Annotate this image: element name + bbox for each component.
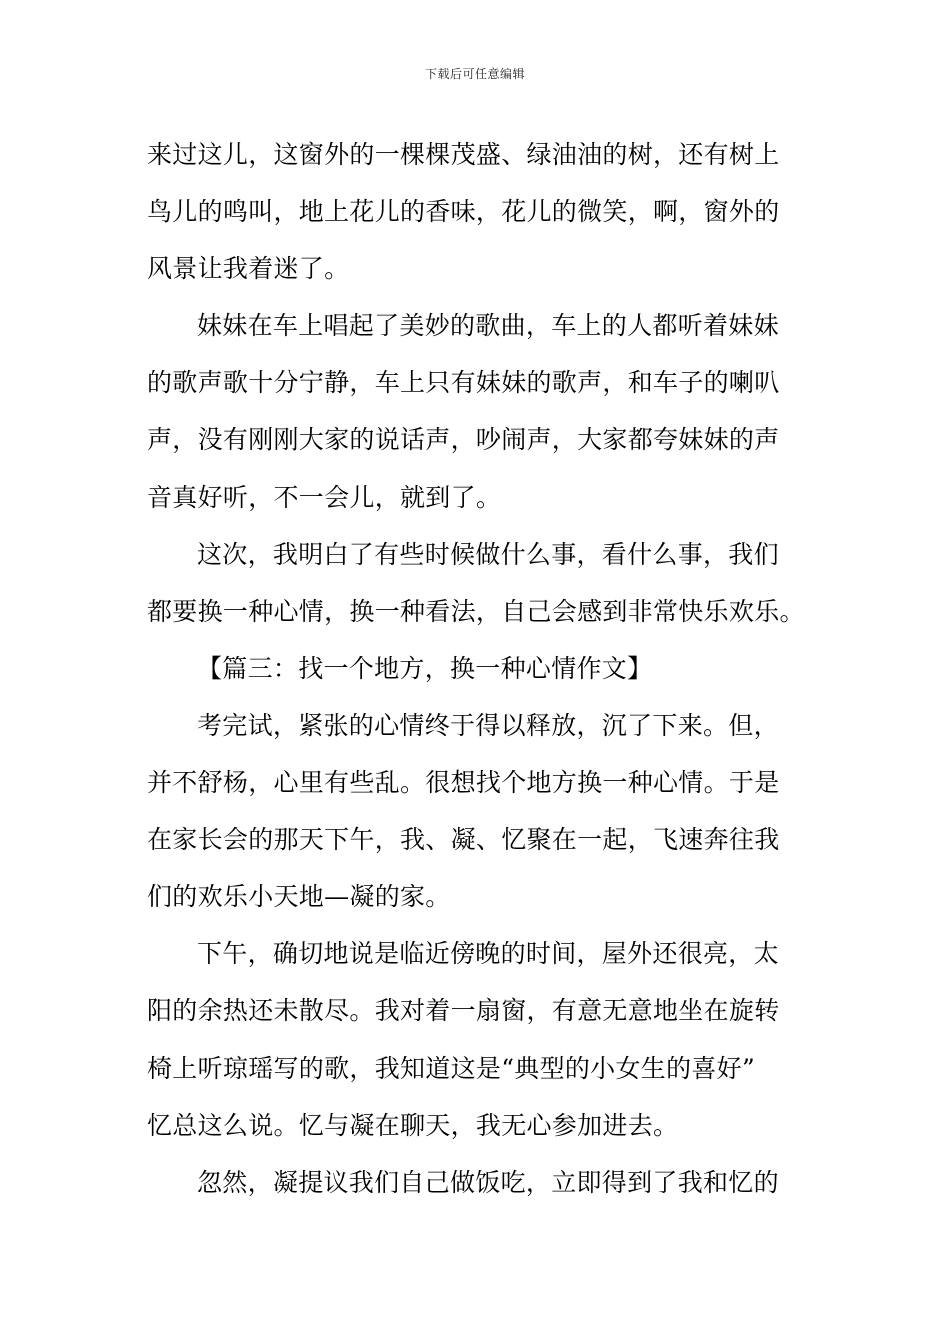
text-line: 这次，我明白了有些时候做什么事，看什么事，我们: [197, 539, 779, 569]
text-line: 阳的余热还未散尽。我对着一扇窗，有意无意地坐在旋转: [147, 996, 780, 1026]
text-line: 来过这儿，这窗外的一棵棵茂盛、绿油油的树，还有树上: [147, 140, 780, 169]
section-heading: 【篇三：找一个地方，换一种心情作文】: [197, 653, 653, 683]
document-body: [147, 126, 809, 1211]
text-line: 音真好听，不一会儿，就到了。: [147, 482, 502, 512]
text-line: 考完试，紧张的心情终于得以释放，沉了下来。但，: [197, 710, 779, 740]
text-line: 的歌声歌十分宁静，车上只有妹妹的歌声，和车子的喇叭: [147, 368, 780, 398]
text-line: 都要换一种心情，换一种看法，自己会感到非常快乐欢乐。: [147, 596, 805, 626]
text-line: 们的欢乐小天地—凝的家。: [147, 882, 451, 912]
page-header: 下载后可任意编辑: [424, 67, 525, 81]
text-line: 忽然，凝提议我们自己做饭吃，立即得到了我和忆的: [197, 1167, 779, 1197]
text-line: 声，没有刚刚大家的说话声，吵闹声，大家都夸妹妹的声: [147, 425, 780, 455]
text-line: 下午，确切地说是临近傍晚的时间，屋外还很亮，太: [197, 939, 779, 969]
text-line: 在家长会的那天下午，我、凝、忆聚在一起，飞速奔往我: [147, 825, 780, 855]
text-line: 妹妹在车上唱起了美妙的歌曲，车上的人都听着妹妹: [197, 311, 779, 341]
text-line: 并不舒杨，心里有些乱。很想找个地方换一种心情。于是: [147, 768, 780, 798]
text-line: 椅上听琼瑶写的歌，我知道这是“典型的小女生的喜好”: [147, 1053, 756, 1083]
text-line: 鸟儿的鸣叫，地上花儿的香味，花儿的微笑，啊，窗外的: [147, 197, 780, 227]
text-line: 风景让我着迷了。: [147, 254, 350, 284]
text-line: 忆总这么说。忆与凝在聊天，我无心参加进去。: [147, 1110, 679, 1140]
